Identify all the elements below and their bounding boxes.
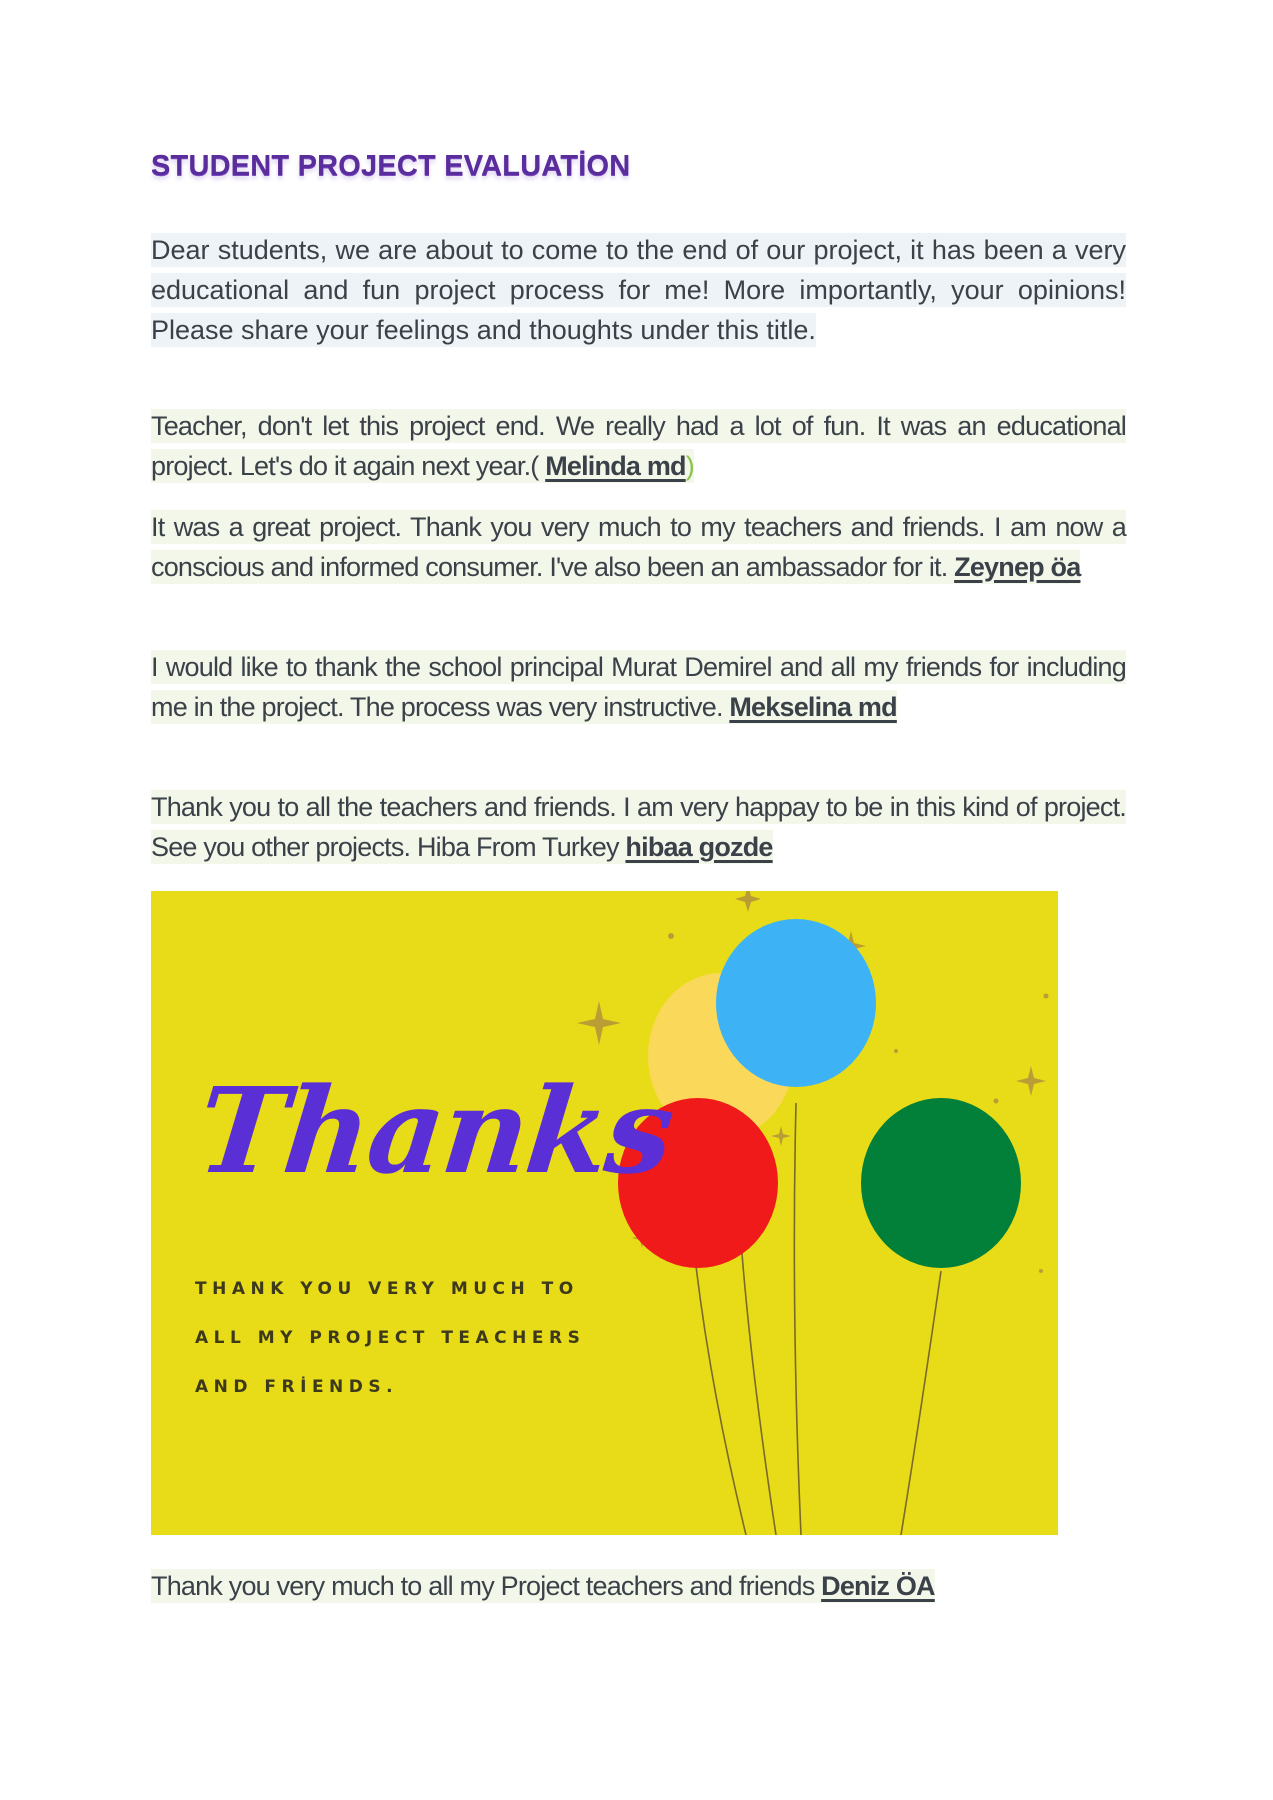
balloon-blue: [716, 919, 876, 1087]
author-link-zeynep[interactable]: Zeynep öa: [954, 552, 1081, 582]
comment-text: Thank you very much to all my Project teachers and friends: [151, 1571, 822, 1601]
comment-text: Teacher, don't let this project end. We really had a lot of fun. It was an educational project. Let's do it again next year.(: [151, 411, 1126, 481]
card-message: [195, 1265, 585, 1412]
final-comment: [151, 1566, 1126, 1606]
card-message-line: THANK YOU VERY MUCH TO: [195, 1279, 579, 1299]
author-link-hibaa[interactable]: hibaa gozde: [625, 832, 773, 862]
card-message-line: ALL MY PROJECT TEACHERS: [195, 1328, 586, 1348]
balloon-green: [861, 1098, 1021, 1268]
comment-text: It was a great project. Thank you very much to my teachers and friends. I am now a conscious and informed consumer. I've also been an ambassador for it.: [151, 512, 1126, 582]
intro-paragraph: [151, 230, 1126, 350]
author-link-mekselina[interactable]: Mekselina md: [729, 692, 897, 722]
comment-2: [151, 507, 1126, 587]
balloons-illustration: [151, 891, 1058, 1535]
intro-text: Dear students, we are about to come to the end of our project, it has been a very educational and fun project process for me! More importantly, your opinions! Please share your feelings and thoughts under this title.: [151, 235, 1126, 345]
page-title: STUDENT PROJECT EVALUATİON: [151, 150, 631, 182]
comment-1: [151, 406, 1126, 486]
comment-3: [151, 647, 1126, 727]
thanks-script-text: Thanks: [191, 1061, 679, 1200]
comment-text: Thank you to all the teachers and friends. I am very happay to be in this kind of project. See you other projects. Hiba From Turkey: [151, 792, 1126, 862]
author-link-deniz[interactable]: Deniz ÖA: [821, 1571, 935, 1601]
author-link-melinda[interactable]: Melinda md: [545, 451, 686, 481]
closing-paren: ): [685, 451, 694, 481]
comment-4: [151, 787, 1126, 867]
card-message-line: AND FRİENDS.: [195, 1377, 399, 1397]
comment-text: I would like to thank the school principal Murat Demirel and all my friends for including me in the project. The process was very instructive.: [151, 652, 1126, 722]
thanks-card-image: [151, 891, 1058, 1535]
